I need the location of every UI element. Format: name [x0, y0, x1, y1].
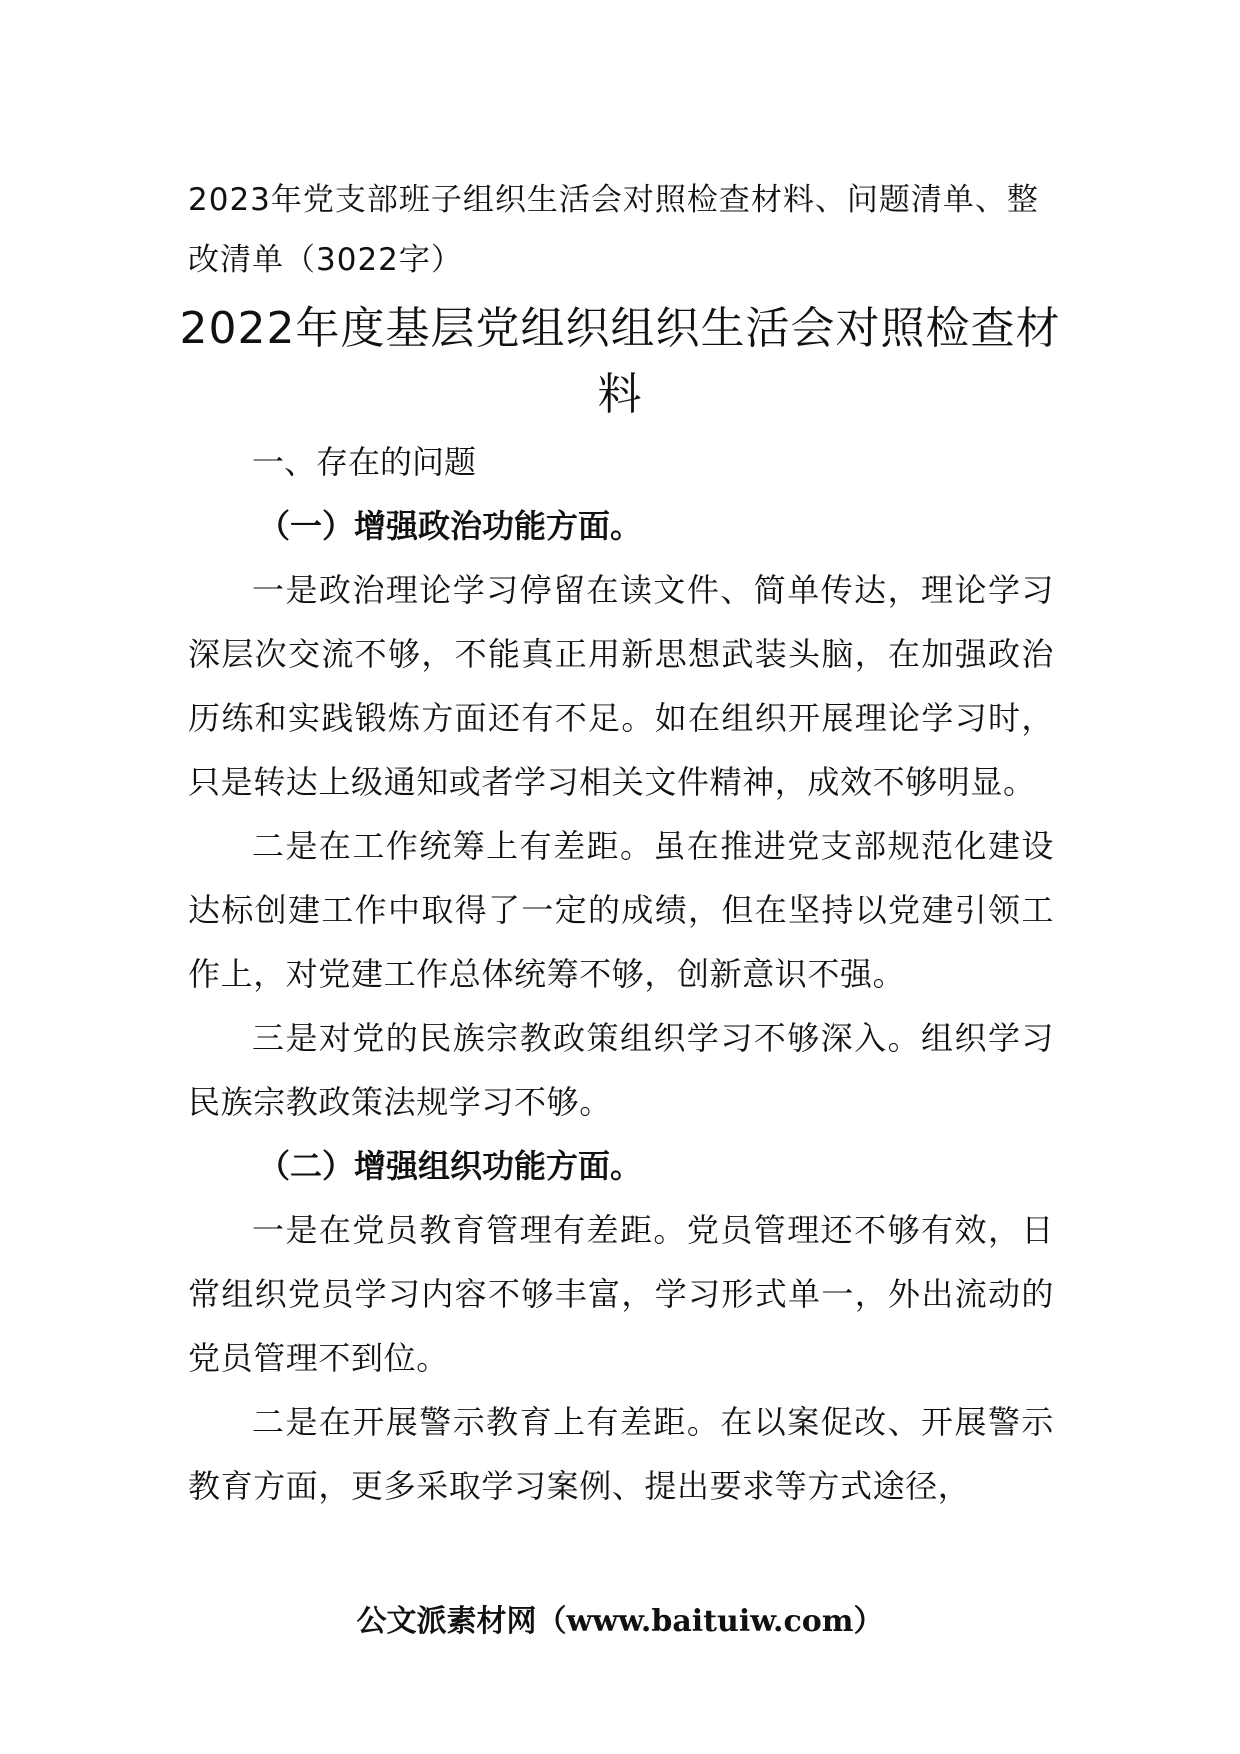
intro-title: 2023年党支部班子组织生活会对照检查材料、问题清单、整改清单（3022字） — [188, 182, 1039, 278]
document-title: 2022年度基层党组织组织生活会对照检查材料 — [179, 303, 1061, 420]
subsection-heading: （一）增强政治功能方面。 — [258, 507, 643, 545]
subsection-heading: （二）增强组织功能方面。 — [258, 1147, 643, 1185]
paragraph: 一是在党员教育管理有差距。党员管理还不够有效，日常组织党员学习内容不够丰富，学习形式单一，外出流动的党员管理不到位。 — [188, 1211, 1054, 1377]
paragraph: 二是在开展警示教育上有差距。在以案促改、开展警示教育方面，更多采取学习案例、提出要求等方式途径， — [188, 1403, 1054, 1505]
paragraph: 一是政治理论学习停留在读文件、简单传达，理论学习深层次交流不够，不能真正用新思想武装头脑，在加强政治历练和实践锻炼方面还有不足。如在组织开展理论学习时，只是转达上级通知或者学习相关文件精神，成效不够明显。 — [188, 571, 1054, 801]
paragraph: 三是对党的民族宗教政策组织学习不够深入。组织学习民族宗教政策法规学习不够。 — [188, 1019, 1054, 1121]
section-heading: 一、存在的问题 — [252, 443, 477, 481]
footer-watermark: 公文派素材网（www.baituiw.com） — [356, 1604, 884, 1639]
paragraph: 二是在工作统筹上有差距。虽在推进党支部规范化建设达标创建工作中取得了一定的成绩，但在坚持以党建引领工作上，对党建工作总体统筹不够，创新意识不强。 — [188, 827, 1054, 993]
document-body — [188, 430, 1054, 1518]
